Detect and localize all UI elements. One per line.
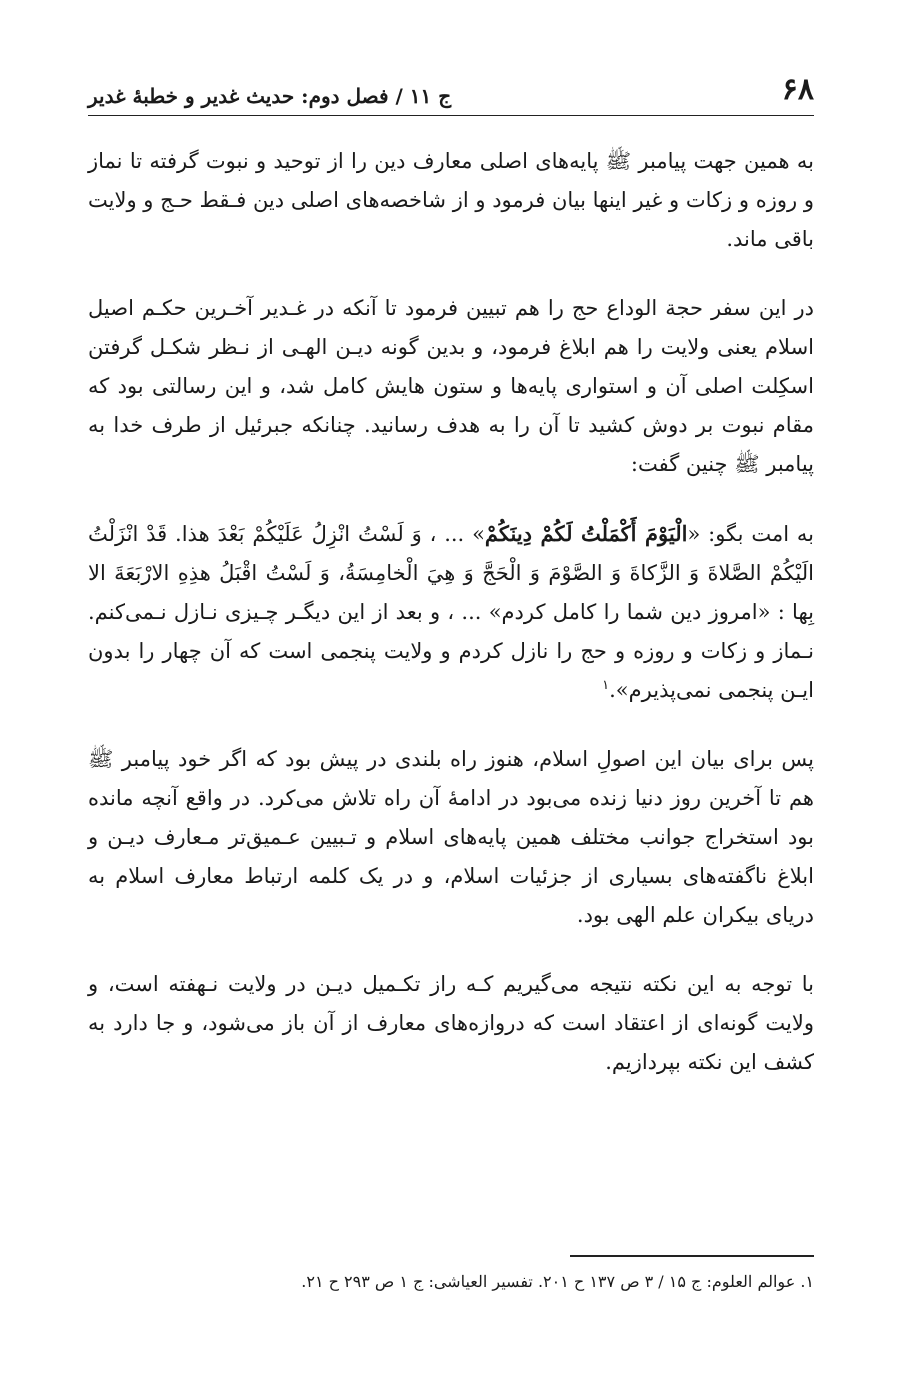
header-rule [88,115,814,116]
quote-text: » ... ، وَ لَسْتُ انْزِلُ عَلَيْكُمْ بَعْدَ هذا. قَدْ انْزَلْتُ الَيْكُمْ الصَّلاةَ وَ الزَّكاةَ وَ الصَّوْمَ وَ الْحَجَّ وَ هِيَ الْخامِسَةُ، وَ لَسْتُ اقْبَلُ هذِهِ الارْبَعَةَ الا بِها : «امروز دین شما را کامل کردم» ... ، و بعد از این دیگـر چـیزی نـازل نـمی‌کنم. نـماز و زکات و روزه و حج را نازل کردم و ولایت پنجمی است که آن چهار را بدون ایـن پنجمی نمی‌پذیرم». [88,522,814,702]
paragraph-4: پس برای بیان این اصولِ اسلام، هنوز راه بلندی در پیش بود که اگر خود پیامبر ﷺ هم تا آخرین روز دنیا زنده می‌بود در ادامۀ آن راه تلاش می‌کرد. در واقع آنچه مانده بود استخراج جوانب مختلف همین پایه‌های اسلام و تـبیین عـمیق‌تر مـعارف دیـن و ابلاغ ناگفته‌های بسیاری از جزئیات اسلام، و در یک کلمه ارتباط معارف اسلام به دریای بیکران علم الهی بود. [88,747,814,927]
footnote: ۱. عوالم العلوم: ج ۱۵ / ۳ ص ۱۳۷ ح ۲۰۱. تفسیر العیاشی: ج ۱ ص ۲۹۳ ح ۲۱. [301,1272,814,1291]
page-header [88,70,814,114]
footnote-reference[interactable]: ۱ [602,678,610,693]
main-text [88,142,814,1112]
quran-verse: الْيَوْمَ أَكْمَلْتُ لَكُمْ دِينَكُمْ [484,521,688,546]
paragraph-5: با توجه به این نکته نتیجه می‌گیریم کـه راز تکـمیل دیـن در ولایت نـهفته است، و ولایت گونه‌ای از اعتقاد است که دروازه‌های معارف از آن باز می‌شود، و جا دارد به کشف این نکته بپردازیم. [88,972,814,1074]
paragraph-2: در این سفر حجة الوداع حج را هم تبیین فرمود تا آنکه در غـدیر آخـرین حکـم اصیل اسلام یعنی ولایت را هم ابلاغ فرمود، و بدین گونه دیـن الهـی از نـظر شکـل گرفتن اسکِلت اصلی آن و استواری پایه‌ها و ستون هایش کامل شد، و این رسالتی بود که مقام نبوت بر دوش کشید تا آن را به هدف رسانید. چنانکه جبرئیل از طرف خدا به پیامبر ﷺ چنین گفت: [88,296,814,476]
paragraph-3 [88,514,814,710]
footnote-rule [570,1255,814,1257]
running-head: ج ۱۱ / فصل دوم: حدیث غدیر و خطبۀ غدیر [88,84,452,108]
quote-prefix: به امت بگو: « [687,522,815,546]
paragraph-1: به همین جهت پیامبر ﷺ پایه‌های اصلی معارف دین را از توحید و نبوت گرفته تا نماز و روزه و زکات و غیر اینها بیان فرمود و از شاخصه‌های اصلی دین فـقط حـج و ولایت باقی ماند. [88,149,814,251]
page-number: ۶۸ [781,72,814,107]
